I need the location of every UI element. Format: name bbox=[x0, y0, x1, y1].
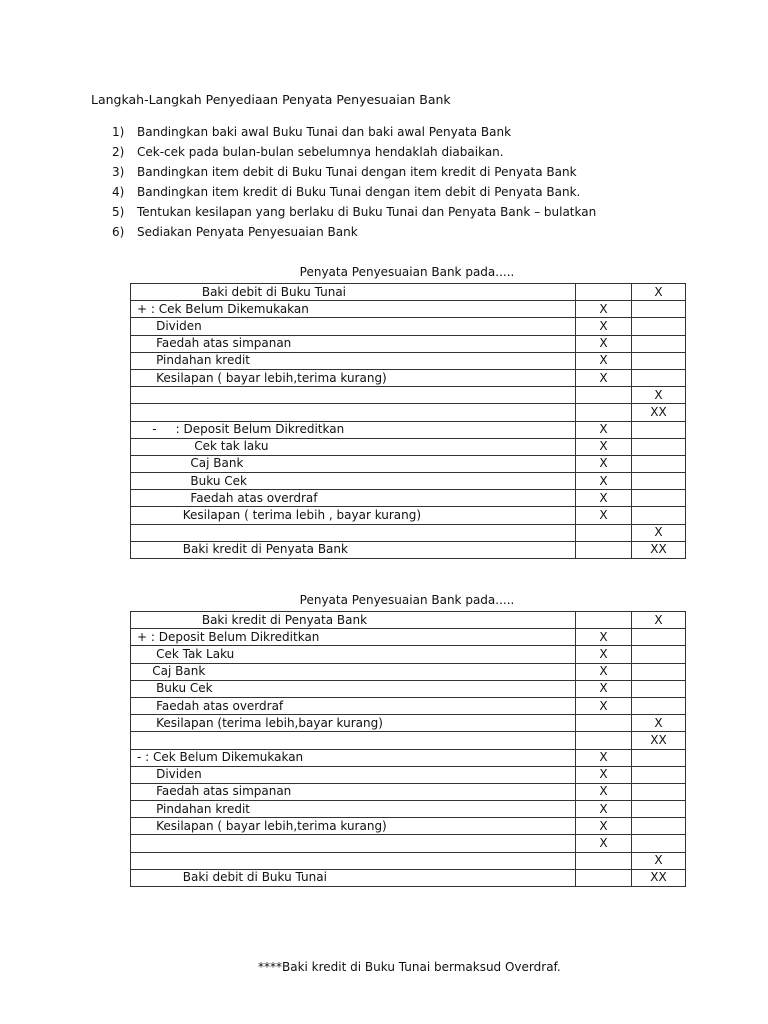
row-label bbox=[131, 732, 576, 749]
amount-column-2 bbox=[632, 680, 686, 697]
step-text: Tentukan kesilapan yang berlaku di Buku Tunai dan Penyata Bank – bulatkan bbox=[137, 205, 597, 219]
step-number: 4) bbox=[112, 185, 125, 199]
amount-column-2 bbox=[632, 766, 686, 783]
amount-column-2 bbox=[632, 369, 686, 386]
table-row bbox=[131, 473, 686, 490]
amount-column-2 bbox=[632, 507, 686, 524]
table-row bbox=[131, 335, 686, 352]
steps-list bbox=[112, 124, 596, 244]
amount-column-1 bbox=[576, 732, 632, 749]
step-item bbox=[112, 144, 596, 164]
amount-column-2 bbox=[632, 629, 686, 646]
amount-column-1: X bbox=[576, 766, 632, 783]
table-row bbox=[131, 318, 686, 335]
row-label bbox=[131, 404, 576, 421]
row-label: Dividen bbox=[131, 318, 576, 335]
table-row bbox=[131, 646, 686, 663]
row-label bbox=[131, 835, 576, 852]
row-label: Faedah atas overdraf bbox=[131, 697, 576, 714]
table-row bbox=[131, 387, 686, 404]
row-label: Caj Bank bbox=[131, 455, 576, 472]
amount-column-1: X bbox=[576, 473, 632, 490]
amount-column-2 bbox=[632, 421, 686, 438]
amount-column-1: X bbox=[576, 629, 632, 646]
amount-column-1 bbox=[576, 852, 632, 869]
amount-column-1: X bbox=[576, 438, 632, 455]
amount-column-1: X bbox=[576, 801, 632, 818]
table-row bbox=[131, 352, 686, 369]
page-heading: Langkah-Langkah Penyediaan Penyata Penyesuaian Bank bbox=[91, 92, 451, 107]
row-label: - : Cek Belum Dikemukakan bbox=[131, 749, 576, 766]
amount-column-1: X bbox=[576, 835, 632, 852]
amount-column-2: X bbox=[632, 387, 686, 404]
step-number: 5) bbox=[112, 205, 125, 219]
table-row bbox=[131, 438, 686, 455]
amount-column-2 bbox=[632, 473, 686, 490]
amount-column-1: X bbox=[576, 335, 632, 352]
amount-column-1: X bbox=[576, 749, 632, 766]
amount-column-2: XX bbox=[632, 732, 686, 749]
amount-column-2: X bbox=[632, 612, 686, 629]
row-label: Faedah atas overdraf bbox=[131, 490, 576, 507]
amount-column-1: X bbox=[576, 646, 632, 663]
row-label: Baki kredit di Penyata Bank bbox=[131, 541, 576, 558]
table-row bbox=[131, 612, 686, 629]
table-row bbox=[131, 869, 686, 886]
table-row bbox=[131, 301, 686, 318]
step-text: Bandingkan item kredit di Buku Tunai dengan item debit di Penyata Bank. bbox=[137, 185, 581, 199]
step-number: 1) bbox=[112, 125, 125, 139]
amount-column-2 bbox=[632, 490, 686, 507]
step-item bbox=[112, 124, 596, 144]
amount-column-2: X bbox=[632, 715, 686, 732]
amount-column-1: X bbox=[576, 421, 632, 438]
table-row bbox=[131, 697, 686, 714]
footnote: ****Baki kredit di Buku Tunai bermaksud Overdraf. bbox=[258, 960, 561, 974]
row-label: Cek tak laku bbox=[131, 438, 576, 455]
amount-column-1: X bbox=[576, 455, 632, 472]
amount-column-2 bbox=[632, 801, 686, 818]
amount-column-2 bbox=[632, 749, 686, 766]
table-row bbox=[131, 783, 686, 800]
step-number: 3) bbox=[112, 165, 125, 179]
row-label: Kesilapan ( terima lebih , bayar kurang) bbox=[131, 507, 576, 524]
row-label bbox=[131, 524, 576, 541]
table-row bbox=[131, 801, 686, 818]
amount-column-2: X bbox=[632, 852, 686, 869]
amount-column-2: XX bbox=[632, 869, 686, 886]
amount-column-2 bbox=[632, 455, 686, 472]
amount-column-1: X bbox=[576, 490, 632, 507]
table-row bbox=[131, 524, 686, 541]
row-label: Faedah atas simpanan bbox=[131, 783, 576, 800]
amount-column-1: X bbox=[576, 369, 632, 386]
row-label: Dividen bbox=[131, 766, 576, 783]
table-row bbox=[131, 818, 686, 835]
amount-column-1: X bbox=[576, 507, 632, 524]
amount-column-1 bbox=[576, 404, 632, 421]
row-label: Faedah atas simpanan bbox=[131, 335, 576, 352]
amount-column-1 bbox=[576, 541, 632, 558]
amount-column-2: XX bbox=[632, 404, 686, 421]
row-label: Cek Tak Laku bbox=[131, 646, 576, 663]
statement-1-caption: Penyata Penyesuaian Bank pada..... bbox=[299, 265, 515, 279]
table-row bbox=[131, 490, 686, 507]
row-label bbox=[131, 387, 576, 404]
row-label: - : Deposit Belum Dikreditkan bbox=[131, 421, 576, 438]
amount-column-2 bbox=[632, 301, 686, 318]
amount-column-2: X bbox=[632, 284, 686, 301]
table-row bbox=[131, 732, 686, 749]
amount-column-1 bbox=[576, 869, 632, 886]
table-row bbox=[131, 715, 686, 732]
statement-2-caption: Penyata Penyesuaian Bank pada..... bbox=[299, 593, 515, 607]
amount-column-1 bbox=[576, 524, 632, 541]
table-row bbox=[131, 629, 686, 646]
step-text: Cek-cek pada bulan-bulan sebelumnya hendaklah diabaikan. bbox=[137, 145, 504, 159]
row-label: Kesilapan ( bayar lebih,terima kurang) bbox=[131, 369, 576, 386]
table-row bbox=[131, 284, 686, 301]
amount-column-2 bbox=[632, 818, 686, 835]
table-row bbox=[131, 541, 686, 558]
amount-column-2 bbox=[632, 697, 686, 714]
amount-column-2 bbox=[632, 335, 686, 352]
row-label: + : Cek Belum Dikemukakan bbox=[131, 301, 576, 318]
amount-column-1 bbox=[576, 387, 632, 404]
table-row bbox=[131, 507, 686, 524]
step-text: Bandingkan item debit di Buku Tunai dengan item kredit di Penyata Bank bbox=[137, 165, 577, 179]
amount-column-1 bbox=[576, 284, 632, 301]
amount-column-2: X bbox=[632, 524, 686, 541]
amount-column-1: X bbox=[576, 301, 632, 318]
step-item bbox=[112, 184, 596, 204]
row-label: Buku Cek bbox=[131, 680, 576, 697]
amount-column-1: X bbox=[576, 663, 632, 680]
step-number: 2) bbox=[112, 145, 125, 159]
row-label: Baki debit di Buku Tunai bbox=[131, 284, 576, 301]
row-label: + : Deposit Belum Dikreditkan bbox=[131, 629, 576, 646]
step-text: Bandingkan baki awal Buku Tunai dan baki awal Penyata Bank bbox=[137, 125, 512, 139]
row-label: Kesilapan ( bayar lebih,terima kurang) bbox=[131, 818, 576, 835]
amount-column-1: X bbox=[576, 697, 632, 714]
row-label: Pindahan kredit bbox=[131, 801, 576, 818]
amount-column-1: X bbox=[576, 318, 632, 335]
row-label: Baki kredit di Penyata Bank bbox=[131, 612, 576, 629]
table-row bbox=[131, 835, 686, 852]
amount-column-1: X bbox=[576, 680, 632, 697]
table-row bbox=[131, 455, 686, 472]
row-label: Caj Bank bbox=[131, 663, 576, 680]
table-row bbox=[131, 852, 686, 869]
step-number: 6) bbox=[112, 225, 125, 239]
table-row bbox=[131, 369, 686, 386]
amount-column-2 bbox=[632, 352, 686, 369]
amount-column-1: X bbox=[576, 783, 632, 800]
statement-2-table bbox=[130, 611, 686, 887]
row-label: Kesilapan (terima lebih,bayar kurang) bbox=[131, 715, 576, 732]
table-row bbox=[131, 421, 686, 438]
amount-column-2 bbox=[632, 646, 686, 663]
step-item bbox=[112, 224, 596, 244]
step-text: Sediakan Penyata Penyesuaian Bank bbox=[137, 225, 358, 239]
row-label: Buku Cek bbox=[131, 473, 576, 490]
table-row bbox=[131, 404, 686, 421]
amount-column-2 bbox=[632, 783, 686, 800]
amount-column-2 bbox=[632, 318, 686, 335]
amount-column-1: X bbox=[576, 352, 632, 369]
table-row bbox=[131, 766, 686, 783]
table-row bbox=[131, 749, 686, 766]
step-item bbox=[112, 204, 596, 224]
amount-column-2 bbox=[632, 438, 686, 455]
row-label: Pindahan kredit bbox=[131, 352, 576, 369]
table-row bbox=[131, 680, 686, 697]
amount-column-1 bbox=[576, 612, 632, 629]
amount-column-2 bbox=[632, 835, 686, 852]
amount-column-2: XX bbox=[632, 541, 686, 558]
statement-1-table bbox=[130, 283, 686, 559]
amount-column-1: X bbox=[576, 818, 632, 835]
amount-column-2 bbox=[632, 663, 686, 680]
step-item bbox=[112, 164, 596, 184]
amount-column-1 bbox=[576, 715, 632, 732]
row-label bbox=[131, 852, 576, 869]
table-row bbox=[131, 663, 686, 680]
row-label: Baki debit di Buku Tunai bbox=[131, 869, 576, 886]
